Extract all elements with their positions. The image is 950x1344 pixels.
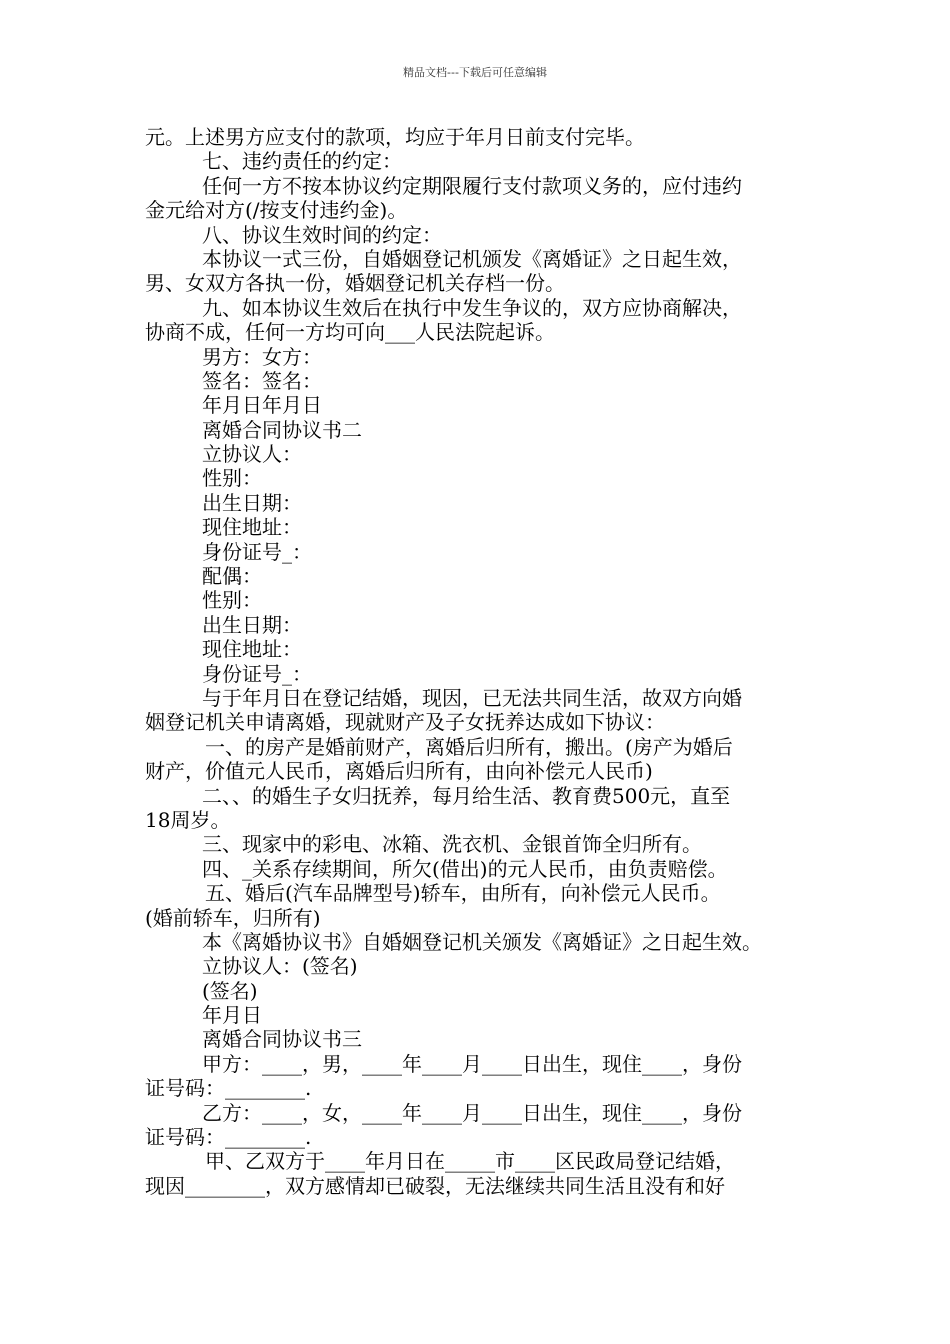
text-line: 甲方：____，男，____年____月____日出生，现住____，身份: [202, 1051, 742, 1076]
text-line: 现因________，双方感情却已破裂，无法继续共同生活且没有和好: [145, 1173, 725, 1198]
text-line: 二、、的婚生子女归抚养，每月给生活、教育费500元，直至: [202, 783, 731, 808]
text-line: 男方：女方：: [202, 344, 322, 369]
text-line: (签名): [202, 978, 258, 1003]
text-line: 八、协议生效时间的约定：: [202, 222, 442, 247]
text-line: 财产，价值元人民币，离婚后归所有，由向补偿元人民币): [145, 759, 653, 784]
text-line: 证号码：________.: [145, 1076, 312, 1101]
text-line: 元。上述男方应支付的款项，均应于年月日前支付完毕。: [145, 125, 645, 149]
text-line: 身份证号_：: [202, 539, 312, 564]
text-line: 性别：: [202, 466, 262, 491]
text-line: 本协议一式三份，自婚姻登记机颁发《离婚证》之日起生效，: [202, 246, 742, 271]
text-line: 出生日期：: [202, 612, 302, 637]
text-line: 签名：签名：: [202, 368, 322, 393]
text-line: 九、如本协议生效后在执行中发生争议的，双方应协商解决，: [202, 295, 742, 320]
text-line: 立协议人：: [202, 442, 302, 467]
page-header: 精品文档---下载后可任意编辑: [403, 66, 547, 79]
text-line: 任何一方不按本协议约定期限履行支付款项义务的，应付违约: [202, 173, 742, 198]
text-line: 性别：: [202, 588, 262, 613]
text-line: 身份证号_：: [202, 661, 312, 686]
document-body: [145, 125, 815, 1198]
text-line: 四、_关系存续期间，所欠(借出)的元人民币，由负责赔偿。: [202, 856, 728, 881]
text-line: 七、违约责任的约定：: [202, 149, 402, 174]
text-line: 男、女双方各执一份，婚姻登记机关存档一份。: [145, 271, 565, 296]
text-line: 与于年月日在登记结婚，现因，已无法共同生活，故双方向婚: [202, 685, 742, 710]
text-line: 离婚合同协议书二: [202, 417, 362, 442]
text-line: 五、婚后(汽车品牌型号)轿车，由所有，向补偿元人民币。: [205, 881, 721, 906]
text-line: 立协议人：(签名): [202, 954, 358, 979]
text-line: 一、的房产是婚前财产，离婚后归所有，搬出。(房产为婚后: [205, 734, 733, 759]
text-line: 甲、乙双方于____年月日在_____市____区民政局登记结婚，: [205, 1149, 735, 1174]
text-line: 协商不成，任何一方均可向___人民法院起诉。: [145, 320, 555, 345]
text-line: 现住地址：: [202, 515, 302, 540]
text-line: 年月日: [202, 1003, 262, 1028]
text-line: 出生日期：: [202, 490, 302, 515]
text-line: 现住地址：: [202, 637, 302, 662]
text-line: 金元给对方(/按支付违约金)。: [145, 198, 408, 223]
text-line: 姻登记机关申请离婚，现就财产及子女抚养达成如下协议：: [145, 710, 665, 735]
text-line: 18周岁。: [145, 807, 231, 832]
text-line: 年月日年月日: [202, 393, 322, 418]
text-line: 证号码：________.: [145, 1125, 312, 1150]
text-line: 离婚合同协议书三: [202, 1027, 362, 1052]
text-line: 乙方：____，女，____年____月____日出生，现住____，身份: [202, 1100, 742, 1125]
text-line: 配偶：: [202, 564, 262, 589]
text-line: (婚前轿车，归所有): [145, 905, 321, 930]
text-line: 三、现家中的彩电、冰箱、洗衣机、金银首饰全归所有。: [202, 832, 702, 857]
text-line: 本《离婚协议书》自婚姻登记机关颁发《离婚证》之日起生效。: [202, 929, 762, 954]
